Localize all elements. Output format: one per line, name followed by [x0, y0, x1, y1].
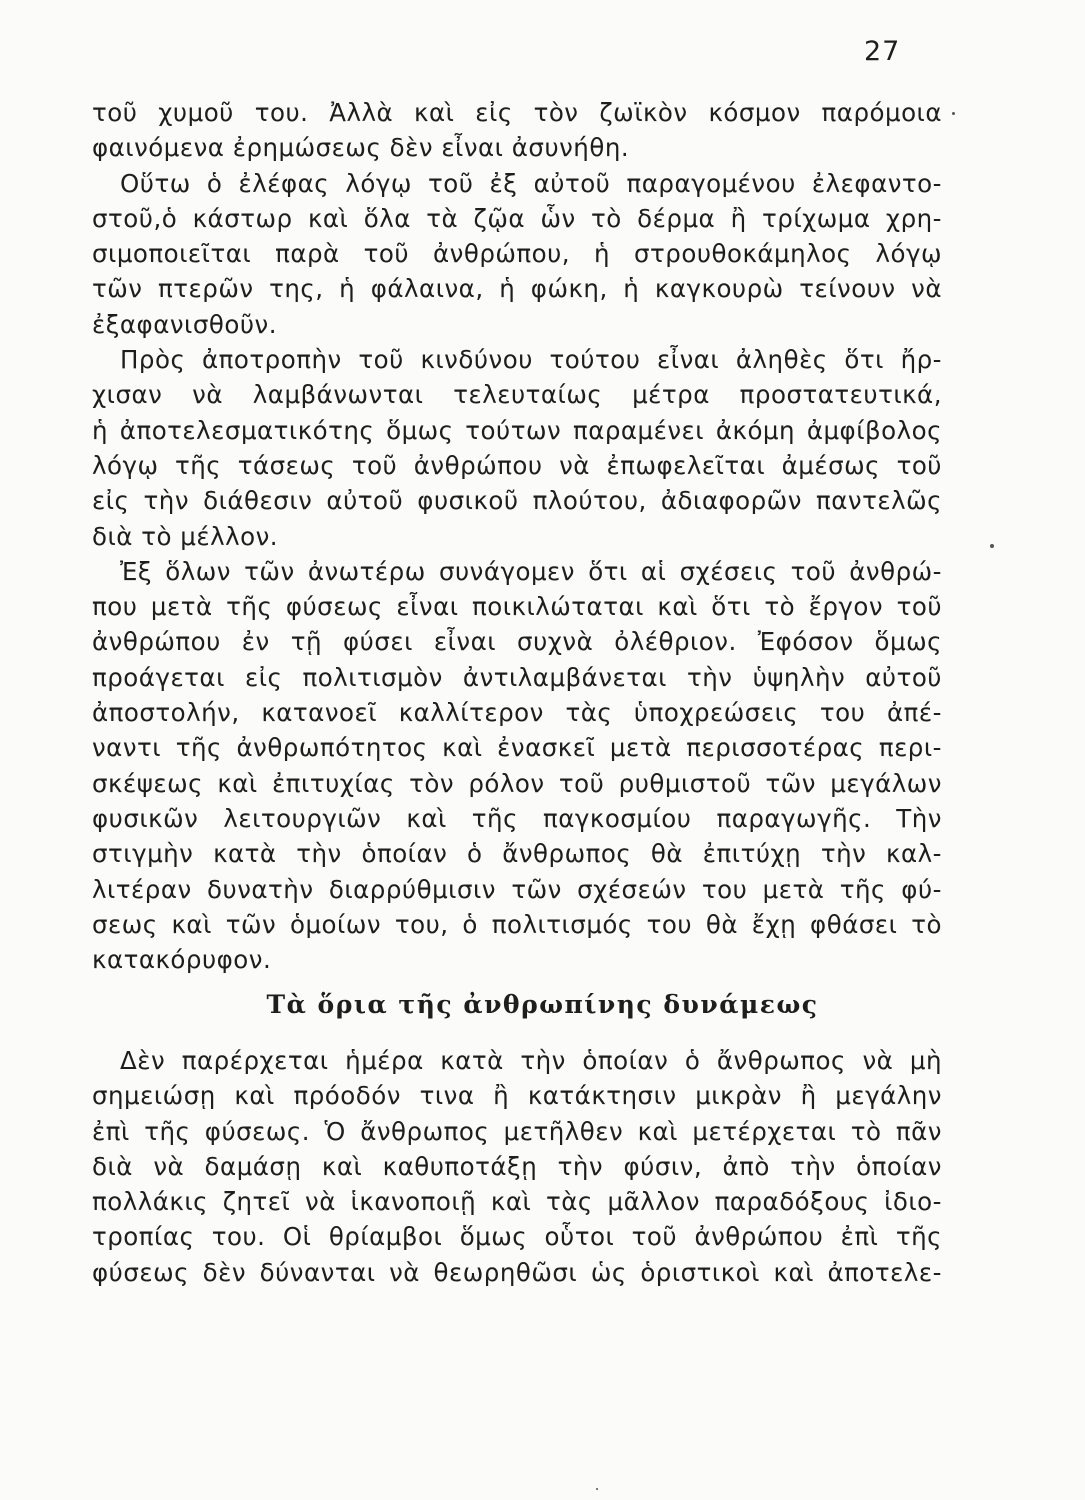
- text-line: στοῦ,ὁ κάστωρ καὶ ὅλα τὰ ζῷα ὧν τὸ δέρμα ἢ τρίχωμα χρη-: [92, 203, 942, 233]
- text-line: τροπίας του. Οἱ θρίαμβοι ὅμως οὗτοι τοῦ ἀνθρώπου ἐπὶ τῆς: [92, 1222, 942, 1252]
- text-line: Οὕτω ὁ ἐλέφας λόγῳ τοῦ ἐξ αὐτοῦ παραγομένου ἐλεφαντο-: [120, 168, 942, 198]
- text-line: χισαν νὰ λαμβάνωνται τελευταίως μέτρα προστατευτικά,: [92, 380, 942, 410]
- text-line: εἰς τὴν διάθεσιν αὐτοῦ φυσικοῦ πλούτου, ἀδιαφορῶν παντελῶς: [92, 486, 942, 516]
- text-line: Ἐξ ὅλων τῶν ἀνωτέρω συνάγομεν ὅτι αἱ σχέσεις τοῦ ἀνθρώ-: [120, 556, 942, 586]
- text-line: ἐξαφανισθοῦν.: [92, 309, 277, 339]
- text-line: τῶν πτερῶν της, ἡ φάλαινα, ἡ φώκη, ἡ καγκουρὼ τείνουν νὰ: [92, 274, 942, 304]
- text-line: που μετὰ τῆς φύσεως εἶναι ποικιλώταται καὶ ὅτι τὸ ἔργον τοῦ: [92, 592, 942, 622]
- text-line: φυσικῶν λειτουργιῶν καὶ τῆς παγκοσμίου παραγωγῆς. Τὴν: [92, 803, 942, 833]
- text-line: λιτέραν δυνατὴν διαρρύθμισιν τῶν σχέσεών του μετὰ τῆς φύ-: [92, 874, 942, 904]
- text-line: κατακόρυφον.: [92, 945, 272, 975]
- text-line: διὰ τὸ μέλλον.: [92, 521, 279, 551]
- body-text-top: [92, 95, 942, 977]
- text-line: σιμοποιεῖται παρὰ τοῦ ἀνθρώπου, ἡ στρουθοκάμηλος λόγῳ: [92, 239, 942, 269]
- body-text-bottom: [92, 1043, 942, 1290]
- text-line: ἀνθρώπου ἐν τῇ φύσει εἶναι συχνὰ ὀλέθριον. Ἐφόσον ὅμως: [92, 627, 942, 657]
- text-line: πολλάκις ζητεῖ νὰ ἱκανοποιῇ καὶ τὰς μᾶλλον παραδόξους ἰδιο-: [92, 1187, 942, 1217]
- text-line: λόγῳ τῆς τάσεως τοῦ ἀνθρώπου νὰ ἐπωφελεῖται ἀμέσως τοῦ: [92, 450, 942, 480]
- text-line: φύσεως δὲν δύνανται νὰ θεωρηθῶσι ὡς ὁριστικοὶ καὶ ἀποτελε-: [92, 1257, 942, 1287]
- text-line: τοῦ χυμοῦ του. Ἀλλὰ καὶ εἰς τὸν ζωϊκὸν κόσμον παρόμοια: [92, 98, 942, 127]
- text-line: ναντι τῆς ἀνθρωπότητος καὶ ἐνασκεῖ μετὰ περισσοτέρας περι-: [92, 733, 942, 763]
- text-line: Δὲν παρέρχεται ἡμέρα κατὰ τὴν ὁποίαν ὁ ἄνθρωπος νὰ μὴ: [120, 1046, 942, 1075]
- text-line: προάγεται εἰς πολιτισμὸν ἀντιλαμβάνεται τὴν ὑψηλὴν αὐτοῦ: [92, 662, 942, 692]
- paper-speck: [990, 544, 994, 548]
- text-line: σημειώσῃ καὶ πρόοδόν τινα ἢ κατάκτησιν μικρὰν ἢ μεγάλην: [92, 1081, 942, 1111]
- text-line: ἀποστολήν, κατανοεῖ καλλίτερον τὰς ὑποχρεώσεις του ἀπέ-: [92, 698, 942, 728]
- text-line: στιγμὴν κατὰ τὴν ὁποίαν ὁ ἄνθρωπος θὰ ἐπιτύχῃ τὴν καλ-: [92, 839, 942, 869]
- paper-speck: [596, 1488, 598, 1490]
- text-line: ἐπὶ τῆς φύσεως. Ὁ ἄνθρωπος μετῆλθεν καὶ μετέρχεται τὸ πᾶν: [92, 1116, 942, 1146]
- paper-speck: [952, 112, 955, 115]
- text-line: φαινόμενα ἐρημώσεως δὲν εἶναι ἀσυνήθη.: [92, 133, 630, 163]
- text-line: σκέψεως καὶ ἐπιτυχίας τὸν ρόλον τοῦ ρυθμιστοῦ τῶν μεγάλων: [92, 768, 942, 798]
- text-line: ἡ ἀποτελεσματικότης ὅμως τούτων παραμένει ἀκόμη ἀμφίβολος: [92, 415, 942, 445]
- text-line: διὰ νὰ δαμάσῃ καὶ καθυποτάξῃ τὴν φύσιν, ἀπὸ τὴν ὁποίαν: [92, 1151, 942, 1181]
- text-line: Πρὸς ἀποτροπὴν τοῦ κινδύνου τούτου εἶναι ἀληθὲς ὅτι ἤρ-: [120, 345, 942, 375]
- page-number: 27: [864, 36, 901, 67]
- section-heading: Τὰ ὅρια τῆς ἀνθρωπίνης δυνάμεως: [266, 990, 819, 1019]
- text-line: σεως καὶ τῶν ὁμοίων του, ὁ πολιτισμός του θὰ ἔχῃ φθάσει τὸ: [92, 909, 942, 939]
